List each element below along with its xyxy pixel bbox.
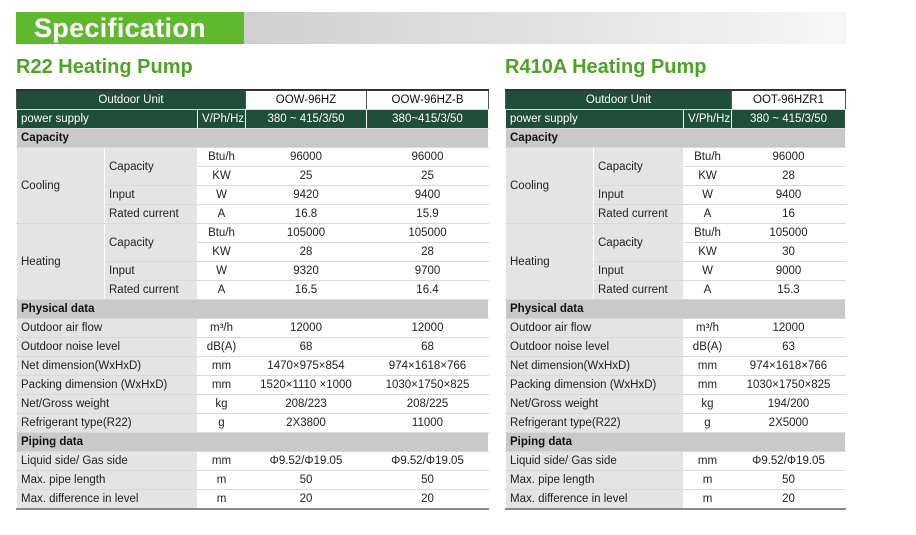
value-cell: 25 (367, 167, 489, 186)
table-row (506, 433, 846, 452)
physical-section-header: Physical data (506, 300, 846, 319)
value-cell: 9400 (367, 186, 489, 205)
value-cell: 28 (367, 243, 489, 262)
spec-label: Max. difference in level (506, 490, 684, 510)
table-row (506, 319, 846, 338)
value-cell: 9000 (732, 262, 846, 281)
value-cell: 20 (367, 490, 489, 510)
value-cell: 2X5000 (732, 414, 846, 433)
value-cell: 208/223 (246, 395, 367, 414)
table-row (506, 376, 846, 395)
value-cell: Φ9.52/Φ19.05 (732, 452, 846, 471)
power-supply-unit: V/Ph/Hz (198, 110, 246, 129)
unit-cell: KW (198, 167, 246, 186)
value-cell: 28 (246, 243, 367, 262)
table-row (17, 300, 489, 319)
value-cell: 28 (732, 167, 846, 186)
r410a-spec-table (505, 89, 846, 510)
r22-spec-table (16, 89, 489, 510)
unit-cell: Btu/h (198, 224, 246, 243)
value-cell: 50 (246, 471, 367, 490)
table-row (506, 357, 846, 376)
unit-cell: kg (684, 395, 732, 414)
value-cell: 2X3800 (246, 414, 367, 433)
table-row (17, 148, 489, 167)
value-cell: 16.8 (246, 205, 367, 224)
value-cell: 30 (732, 243, 846, 262)
value-cell: 50 (732, 471, 846, 490)
unit-cell: m (198, 471, 246, 490)
capacity-section-header: Capacity (506, 129, 846, 148)
value-cell: 11000 (367, 414, 489, 433)
table-row (506, 224, 846, 243)
cooling-rated-current-label: Rated current (105, 205, 198, 224)
power-supply-unit: V/Ph/Hz (684, 110, 732, 129)
table-row (506, 414, 846, 433)
value-cell: 25 (246, 167, 367, 186)
value-cell: 96000 (732, 148, 846, 167)
table-row (506, 452, 846, 471)
cooling-rated-current-label: Rated current (594, 205, 684, 224)
spec-label: Net/Gross weight (506, 395, 684, 414)
spec-label: Net dimension(WxHxD) (17, 357, 198, 376)
value-cell: 20 (732, 490, 846, 510)
physical-section-header: Physical data (17, 300, 489, 319)
table-row (17, 376, 489, 395)
value-cell: 15.9 (367, 205, 489, 224)
spec-label: Outdoor noise level (506, 338, 684, 357)
value-cell: 15.3 (732, 281, 846, 300)
value-cell: 974×1618×766 (367, 357, 489, 376)
value-cell: 20 (246, 490, 367, 510)
power-supply-value: 380 ~ 415/3/50 (732, 110, 846, 129)
unit-cell: W (198, 186, 246, 205)
model-header: OOT-96HZR1 (732, 90, 846, 110)
heating-rated-current-label: Rated current (105, 281, 198, 300)
table-row (17, 129, 489, 148)
cooling-group-label: Cooling (17, 148, 105, 224)
table-row (506, 148, 846, 167)
value-cell: 68 (367, 338, 489, 357)
cooling-input-label: Input (594, 186, 684, 205)
unit-cell: Btu/h (684, 148, 732, 167)
spec-label: Outdoor air flow (17, 319, 198, 338)
unit-cell: m (684, 471, 732, 490)
outdoor-unit-header: Outdoor Unit (17, 90, 246, 110)
unit-cell: g (198, 414, 246, 433)
spec-label: Refrigerant type(R22) (506, 414, 684, 433)
unit-cell: W (198, 262, 246, 281)
heating-rated-current-label: Rated current (594, 281, 684, 300)
spec-label: Liquid side/ Gas side (17, 452, 198, 471)
unit-cell: A (684, 281, 732, 300)
table-row (506, 90, 846, 110)
table-row (506, 129, 846, 148)
unit-cell: mm (684, 452, 732, 471)
table-row (17, 433, 489, 452)
spec-banner (16, 12, 846, 44)
spec-label: Packing dimension (WxHxD) (17, 376, 198, 395)
power-supply-label: power supply (506, 110, 684, 129)
spec-label: Net dimension(WxHxD) (506, 357, 684, 376)
power-supply-value: 380 ~ 415/3/50 (246, 110, 367, 129)
power-supply-label: power supply (17, 110, 198, 129)
table-row (17, 471, 489, 490)
table-row (17, 452, 489, 471)
unit-cell: mm (684, 376, 732, 395)
spec-label: Net/Gross weight (17, 395, 198, 414)
spec-label: Max. pipe length (506, 471, 684, 490)
cooling-group-label: Cooling (506, 148, 594, 224)
cooling-input-label: Input (105, 186, 198, 205)
spec-label: Outdoor noise level (17, 338, 198, 357)
value-cell: 16.5 (246, 281, 367, 300)
value-cell: 208/225 (367, 395, 489, 414)
value-cell: 105000 (367, 224, 489, 243)
value-cell: 105000 (732, 224, 846, 243)
outdoor-unit-header: Outdoor Unit (506, 90, 732, 110)
unit-cell: m (198, 490, 246, 510)
unit-cell: kg (198, 395, 246, 414)
table-row (17, 357, 489, 376)
value-cell: 9700 (367, 262, 489, 281)
model-header: OOW-96HZ (246, 90, 367, 110)
value-cell: 63 (732, 338, 846, 357)
power-supply-value: 380~415/3/50 (367, 110, 489, 129)
value-cell: 9320 (246, 262, 367, 281)
unit-cell: KW (684, 167, 732, 186)
value-cell: Φ9.52/Φ19.05 (246, 452, 367, 471)
unit-cell: g (684, 414, 732, 433)
value-cell: 974×1618×766 (732, 357, 846, 376)
unit-cell: W (684, 186, 732, 205)
value-cell: 68 (246, 338, 367, 357)
spec-label: Liquid side/ Gas side (506, 452, 684, 471)
unit-cell: Btu/h (684, 224, 732, 243)
table-row (506, 490, 846, 510)
value-cell: 1030×1750×825 (732, 376, 846, 395)
unit-cell: mm (198, 376, 246, 395)
capacity-section-header: Capacity (17, 129, 489, 148)
unit-cell: W (684, 262, 732, 281)
cooling-capacity-label: Capacity (105, 148, 198, 186)
unit-cell: dB(A) (198, 338, 246, 357)
table-row (506, 471, 846, 490)
table-row (506, 110, 846, 129)
value-cell: 50 (367, 471, 489, 490)
table-row (506, 300, 846, 319)
value-cell: 96000 (246, 148, 367, 167)
spec-label: Outdoor air flow (506, 319, 684, 338)
value-cell: 16.4 (367, 281, 489, 300)
spec-label: Refrigerant type(R22) (17, 414, 198, 433)
table-row (17, 490, 489, 510)
value-cell: 1030×1750×825 (367, 376, 489, 395)
table-row (17, 338, 489, 357)
value-cell: 105000 (246, 224, 367, 243)
cooling-capacity-label: Capacity (594, 148, 684, 186)
value-cell: 12000 (367, 319, 489, 338)
value-cell: 9420 (246, 186, 367, 205)
unit-cell: A (684, 205, 732, 224)
table-row (506, 338, 846, 357)
unit-cell: m (684, 490, 732, 510)
unit-cell: A (198, 205, 246, 224)
unit-cell: mm (684, 357, 732, 376)
unit-cell: mm (198, 452, 246, 471)
value-cell: 96000 (367, 148, 489, 167)
unit-cell: Btu/h (198, 148, 246, 167)
banner-gray-bar (244, 12, 846, 44)
unit-cell: m³/h (684, 319, 732, 338)
spec-label: Max. pipe length (17, 471, 198, 490)
value-cell: 16 (732, 205, 846, 224)
heating-input-label: Input (105, 262, 198, 281)
table-row (17, 319, 489, 338)
unit-cell: m³/h (198, 319, 246, 338)
value-cell: 9400 (732, 186, 846, 205)
table-row (17, 414, 489, 433)
spec-label: Packing dimension (WxHxD) (506, 376, 684, 395)
unit-cell: KW (684, 243, 732, 262)
heating-group-label: Heating (17, 224, 105, 300)
value-cell: 12000 (246, 319, 367, 338)
piping-section-header: Piping data (506, 433, 846, 452)
table-row (506, 395, 846, 414)
value-cell: 1520×1110 ×1000 (246, 376, 367, 395)
r22-table-title: R22 Heating Pump (16, 56, 193, 78)
piping-section-header: Piping data (17, 433, 489, 452)
heating-capacity-label: Capacity (594, 224, 684, 262)
table-row (17, 224, 489, 243)
heating-input-label: Input (594, 262, 684, 281)
table-row (17, 110, 489, 129)
unit-cell: dB(A) (684, 338, 732, 357)
spec-label: Max. difference in level (17, 490, 198, 510)
table-row (17, 395, 489, 414)
heating-group-label: Heating (506, 224, 594, 300)
model-header: OOW-96HZ-B (367, 90, 489, 110)
value-cell: Φ9.52/Φ19.05 (367, 452, 489, 471)
value-cell: 12000 (732, 319, 846, 338)
heating-capacity-label: Capacity (105, 224, 198, 262)
r410a-table-title: R410A Heating Pump (505, 56, 707, 78)
unit-cell: mm (198, 357, 246, 376)
table-row (17, 90, 489, 110)
value-cell: 1470×975×854 (246, 357, 367, 376)
value-cell: 194/200 (732, 395, 846, 414)
unit-cell: KW (198, 243, 246, 262)
unit-cell: A (198, 281, 246, 300)
page-title: Specification (34, 13, 206, 43)
